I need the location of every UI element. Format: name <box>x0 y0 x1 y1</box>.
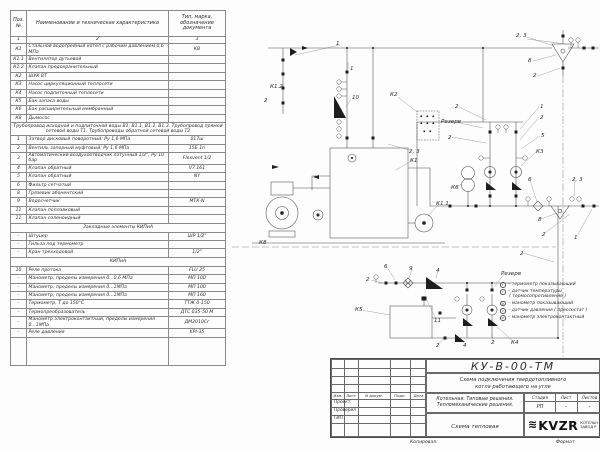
spec-cell: Вентилятор дутьевой <box>27 56 169 64</box>
spec-cell: 1/2" <box>169 249 226 257</box>
spec-cell: ШУК ВТ <box>27 72 169 80</box>
stage-table <box>524 393 600 413</box>
spec-cell: МП 100 <box>169 283 226 291</box>
spec-cell: 11 <box>11 206 27 214</box>
spec-row <box>11 190 226 198</box>
schematic-label: К4 <box>511 340 519 346</box>
spec-cell: – <box>11 249 27 257</box>
spec-row <box>11 266 226 274</box>
smoke-exhauster-k8 <box>266 182 330 237</box>
spec-cell: Фильтр сетчатый <box>27 181 169 189</box>
schematic-label: 2 <box>455 104 459 110</box>
spec-cell: К2 <box>11 72 27 80</box>
spec-cell: 11 <box>11 215 27 223</box>
spec-cell <box>169 114 226 122</box>
schematic-label: 1 <box>574 235 578 241</box>
spec-cell: 017ш <box>169 136 226 144</box>
legend-text-line: – датчик температуры <box>508 289 562 295</box>
spec-row <box>11 198 226 206</box>
control-cabinet-k2 <box>417 111 439 140</box>
spec-cell: К8 <box>11 114 27 122</box>
role-checked: Проверил <box>334 408 357 413</box>
legend-text-line: – датчик давления ( прессостат ) <box>508 307 588 313</box>
spec-cell: 1 <box>11 37 27 44</box>
schematic-label: Резерв <box>501 271 522 277</box>
schematic-label: 2 <box>366 277 370 283</box>
spec-cell: ДМ2010Сг <box>169 317 226 329</box>
spec-cell: Насос подпиточный теплосети <box>27 89 169 97</box>
spec-cell: FLU 25 <box>169 266 226 274</box>
spec-cell: 4 <box>11 164 27 172</box>
spec-row <box>11 317 226 329</box>
spec-cell: Штуцер <box>27 232 169 240</box>
schematic-label: 5 <box>541 133 545 139</box>
spec-cell: – <box>11 317 27 329</box>
spec-cell: 2 <box>27 37 169 44</box>
spec-cell: К4 <box>11 89 27 97</box>
spec-cell: Клапан предохранительный <box>27 64 169 72</box>
instrument-circles <box>337 38 581 301</box>
cabinet-indicator-dots <box>421 116 435 133</box>
spec-cell: 10 <box>11 266 27 274</box>
spec-cell: Бак расширительный мембранный <box>27 106 169 114</box>
spec-cell <box>169 206 226 214</box>
schematic-label: 2, 3 <box>516 33 527 39</box>
spec-cell <box>169 72 226 80</box>
spec-row <box>11 97 226 105</box>
spec-cell <box>169 337 226 365</box>
legend-text <box>508 282 576 287</box>
schematic-label: 1 <box>336 41 340 47</box>
spec-cell <box>169 190 226 198</box>
spec-header-row <box>11 11 226 37</box>
spec-cell: Кран трехходовой <box>27 249 169 257</box>
spec-row <box>11 56 226 64</box>
spec-cell <box>169 56 226 64</box>
spec-row <box>11 152 226 164</box>
spec-cell: – <box>11 291 27 299</box>
spec-cell <box>169 64 226 72</box>
spec-row <box>11 164 226 172</box>
spec-row <box>11 72 226 80</box>
legend-text-line: – манометр показывающий <box>508 300 574 306</box>
schematic-label: К3 <box>536 149 544 155</box>
spec-section-label: Трубопровод исходной и подпиточной воды В1, В1.1, В1.2, В1.3. Трубопровод прямой сетевой воды Т1. Трубопроводы обратной сетевой воды Т2 <box>11 123 226 136</box>
spec-cell: Flexvent 1/2 <box>169 152 226 164</box>
blower-fan-k11 <box>408 214 433 232</box>
drawing-name: Схема тепловая <box>426 413 524 437</box>
spec-cell <box>169 241 226 249</box>
copied-label: Копировал: <box>410 440 438 445</box>
dirt-separator-top <box>552 44 574 62</box>
spec-row <box>11 275 226 283</box>
instrument-circle-icon: Р <box>500 308 506 314</box>
spec-row <box>11 206 226 214</box>
spec-cell: МП 160 <box>169 291 226 299</box>
spec-row <box>11 173 226 181</box>
rev-header-list: Лист <box>346 393 356 398</box>
legend-text <box>508 308 587 313</box>
spec-cell: Манометр, пределы измерения 0...1МПа <box>27 291 169 299</box>
spec-row <box>11 144 226 152</box>
revision-grid <box>331 359 426 437</box>
schematic-label: 11 <box>434 318 442 324</box>
spec-header-name: Наименование и техническая характеристика <box>27 11 169 37</box>
sheet-value: - <box>565 404 567 410</box>
spec-row <box>11 283 226 291</box>
schematic-label: 1 <box>540 104 544 110</box>
spec-cell: Насос циркуляционный теплосети <box>27 81 169 89</box>
schematic-label: К1.1 <box>436 201 449 207</box>
project-name <box>426 393 524 413</box>
spec-cell: Клапан поплавковый <box>27 206 169 214</box>
spec-section-row <box>11 257 226 266</box>
spec-cell: Стальной водогрейный котел с рабочим давлением 0,6 МПа <box>27 44 169 56</box>
spec-cell: – <box>11 232 27 240</box>
schematic-label: 8 <box>538 217 542 223</box>
spec-row <box>11 249 226 257</box>
legend-item <box>500 289 600 299</box>
schematic-label: 2, 3 <box>409 149 420 155</box>
instrument-circle-icon: М <box>501 317 504 321</box>
role-project: Проект. <box>334 400 352 405</box>
format-label: Формат <box>556 440 575 445</box>
spec-cell <box>27 337 169 365</box>
schematic-label: 2 <box>542 232 546 238</box>
spec-cell: Клапан обратный <box>27 173 169 181</box>
spec-cell: ТТЖ 0-150 <box>169 300 226 308</box>
spec-section-row <box>11 123 226 136</box>
schematic-label: 2 <box>540 115 544 121</box>
spec-row <box>11 81 226 89</box>
spec-cell: 3 <box>11 152 27 164</box>
logo-side-line1: КОТЕЛЬН <box>580 420 598 425</box>
instrument-circle-icon: Т <box>502 284 504 287</box>
spec-cell: К1.1 <box>11 56 27 64</box>
schematic-label: К2 <box>390 92 398 98</box>
spec-cell: – <box>11 300 27 308</box>
legend-text <box>508 315 584 320</box>
schematic-label: Резерв <box>441 119 462 125</box>
spec-cell: Водосчетчик <box>27 198 169 206</box>
spec-cell: V7.161 <box>169 164 226 172</box>
schematic-label: 6 <box>384 264 388 270</box>
sheets-label: Листов <box>581 395 598 400</box>
spec-cell: Термопреобразователь <box>27 308 169 316</box>
spec-cell: – <box>11 241 27 249</box>
spec-row <box>11 64 226 72</box>
spec-cell: МТК-N <box>169 198 226 206</box>
schematic-label: 2 <box>491 340 495 346</box>
spec-cell: Клапан обратный <box>27 164 169 172</box>
spec-row <box>11 300 226 308</box>
doc-number: КУ-В-00-ТМ <box>426 359 600 373</box>
spec-cell: Манометр электроконтактный, пределы измерения 0...1МПа <box>27 317 169 329</box>
logo-side-text <box>580 421 598 430</box>
schematic-label: 2 <box>264 98 268 104</box>
spec-cell <box>169 181 226 189</box>
spec-row <box>11 106 226 114</box>
spec-cell: Дымосос <box>27 114 169 122</box>
pump-k4-circles <box>462 305 497 315</box>
schematic-label: 2 <box>520 251 524 257</box>
spec-cell: ШР 1/2" <box>169 232 226 240</box>
spec-row <box>11 329 226 337</box>
spec-cell: 1 <box>11 136 27 144</box>
spec-cell: 9 <box>11 198 27 206</box>
schematic-label: 10 <box>352 95 360 101</box>
schematic-label: 2 <box>448 135 452 141</box>
project-name-line1: Котельная. Типовые решения. <box>436 397 514 402</box>
spec-cell: Автоматический воздухоотводчик латунный 1/2", Ру 10 бар <box>27 152 169 164</box>
schematic-label: К1 <box>410 158 418 164</box>
legend-items <box>500 282 600 321</box>
spec-cell: Вентиль запорный муфтовый: Ру 1,6 МПа <box>27 144 169 152</box>
boiler-k1 <box>330 148 408 238</box>
sheets-value: - <box>588 404 591 410</box>
expansion-tank-k6 <box>462 167 475 192</box>
rev-header-ndoc: N докум. <box>365 393 383 398</box>
storage-tank-k5 <box>390 306 432 338</box>
legend-text-line: ( термосопротивление ) <box>509 294 567 300</box>
spec-cell: Манометр, пределы измерения 0...1МПа <box>27 283 169 291</box>
spec-cell: 6 <box>11 181 27 189</box>
flow-relay-symbol <box>334 96 346 118</box>
spec-cell: Манометр, пределы измерения 0...0,6 МПа <box>27 275 169 283</box>
rev-header-data: Дата <box>413 393 424 398</box>
schematic-label: К5 <box>355 307 363 313</box>
spec-cell <box>169 215 226 223</box>
spec-cell: К3 <box>11 81 27 89</box>
legend-item <box>500 301 600 307</box>
spec-cell: Затвор дисковый поворотный: Ру 1,6 МПа <box>27 136 169 144</box>
spec-section-label: Закладные элементы КИПиА <box>11 223 226 232</box>
spec-header-pos: Поз. № <box>11 11 27 37</box>
doc-subtitle-line1: Схема подключения твердотопливного <box>459 377 567 383</box>
legend-text-line: – термометр показывающий <box>508 282 576 287</box>
spec-cell: МП 100 <box>169 275 226 283</box>
stage-label: Стадия <box>531 395 549 400</box>
spec-cell: К5 <box>11 97 27 105</box>
spec-row <box>11 136 226 144</box>
spec-cell: КВ <box>169 44 226 56</box>
spec-row <box>11 181 226 189</box>
spec-cell: Реле давления <box>27 329 169 337</box>
spec-cell: Бак запаса воды <box>27 97 169 105</box>
spec-cell: Гильза под термометр <box>27 241 169 249</box>
schematic-label: 1 <box>350 66 354 72</box>
instrument-circle-icon: М <box>501 302 504 306</box>
flow-arrows <box>272 46 319 179</box>
spec-row <box>11 308 226 316</box>
spec-cell: – <box>11 283 27 291</box>
legend-text <box>508 289 566 299</box>
rev-header-podp: Подп. <box>394 393 406 398</box>
instrument-circle-icon: Т <box>502 291 504 295</box>
spec-row <box>11 241 226 249</box>
company-logo <box>524 413 600 437</box>
spec-row <box>11 337 226 365</box>
project-name-line2: Тепломеханические решения. <box>436 403 514 409</box>
spec-row <box>11 44 226 56</box>
spec-cell: Клапан соленоидный <box>27 215 169 223</box>
schematic-label: 2 <box>436 343 440 349</box>
spec-cell: К6 <box>11 106 27 114</box>
spec-cell: KPI-35 <box>169 329 226 337</box>
spec-row <box>11 291 226 299</box>
spec-cell <box>169 89 226 97</box>
spec-row <box>11 114 226 122</box>
schematic-label: К8 <box>259 240 267 246</box>
doc-subtitle <box>426 373 600 393</box>
schematic-label: К6 <box>451 185 459 191</box>
schematic-label: 2 <box>533 73 537 79</box>
schematic-label: 4 <box>463 343 467 349</box>
spec-cell <box>169 106 226 114</box>
spec-cell: ДТС 035-50 М <box>169 308 226 316</box>
spec-cell: NY <box>169 173 226 181</box>
spec-cell: 5 <box>11 173 27 181</box>
spec-cell <box>11 337 27 365</box>
spec-cell: 2 <box>11 144 27 152</box>
spec-section-label: КИПиА <box>11 257 226 266</box>
dirt-separator-right <box>551 206 569 219</box>
stage-value: РП <box>536 404 544 410</box>
legend-text <box>508 301 573 306</box>
pump-subheader-pipe <box>417 48 523 206</box>
spec-cell: К1 <box>11 44 27 56</box>
doc-subtitle-line2: котла работающего на угле <box>475 383 551 390</box>
spec-cell: 15Б 1п <box>169 144 226 152</box>
title-block <box>330 358 600 438</box>
spec-row <box>11 232 226 240</box>
pump-column-pipes <box>490 122 516 206</box>
legend-item <box>500 308 600 314</box>
spec-cell: – <box>11 275 27 283</box>
schematic-label: 4 <box>436 268 440 274</box>
spec-cell: Реле протока <box>27 266 169 274</box>
logo-mark-icon: ≋ <box>528 418 538 431</box>
spec-section-row <box>11 223 226 232</box>
spec-cell <box>169 97 226 105</box>
spec-cell <box>169 81 226 89</box>
schematic-label: 9 <box>409 266 413 272</box>
schematic-label: 8 <box>528 58 532 64</box>
spec-row <box>11 89 226 97</box>
logo-name: KVZR <box>538 417 579 433</box>
rev-header-izm: Изм. <box>333 393 343 398</box>
sheet-label: Лист <box>560 395 572 400</box>
spec-cell: 3 <box>169 37 226 44</box>
logo-side-line2: ЗАВОД Р <box>580 425 597 429</box>
role-gip: ГИП <box>334 416 343 421</box>
spec-cell: Термометр, Т до 150°С <box>27 300 169 308</box>
boiler-riser-pipes <box>347 48 373 148</box>
legend-text-line: – манометр электроконтактный <box>508 315 585 321</box>
spec-row <box>11 215 226 223</box>
spec-row <box>11 37 226 44</box>
legend-item <box>500 282 600 288</box>
spec-header-type: Тип, марка, обозначение документа <box>169 11 226 37</box>
schematic-label: 6 <box>528 177 532 183</box>
spec-cell: 8 <box>11 190 27 198</box>
spec-table <box>10 10 226 366</box>
legend-item <box>500 315 600 321</box>
schematic-label: 2, 3 <box>572 177 583 183</box>
instrument-legend <box>500 282 600 322</box>
spec-cell: – <box>11 329 27 337</box>
spec-cell: Грязевик абонентский <box>27 190 169 198</box>
spec-table-body <box>11 37 226 366</box>
schematic-label: К1.2 <box>270 84 283 90</box>
spec-cell: К1.2 <box>11 64 27 72</box>
spec-cell: – <box>11 308 27 316</box>
